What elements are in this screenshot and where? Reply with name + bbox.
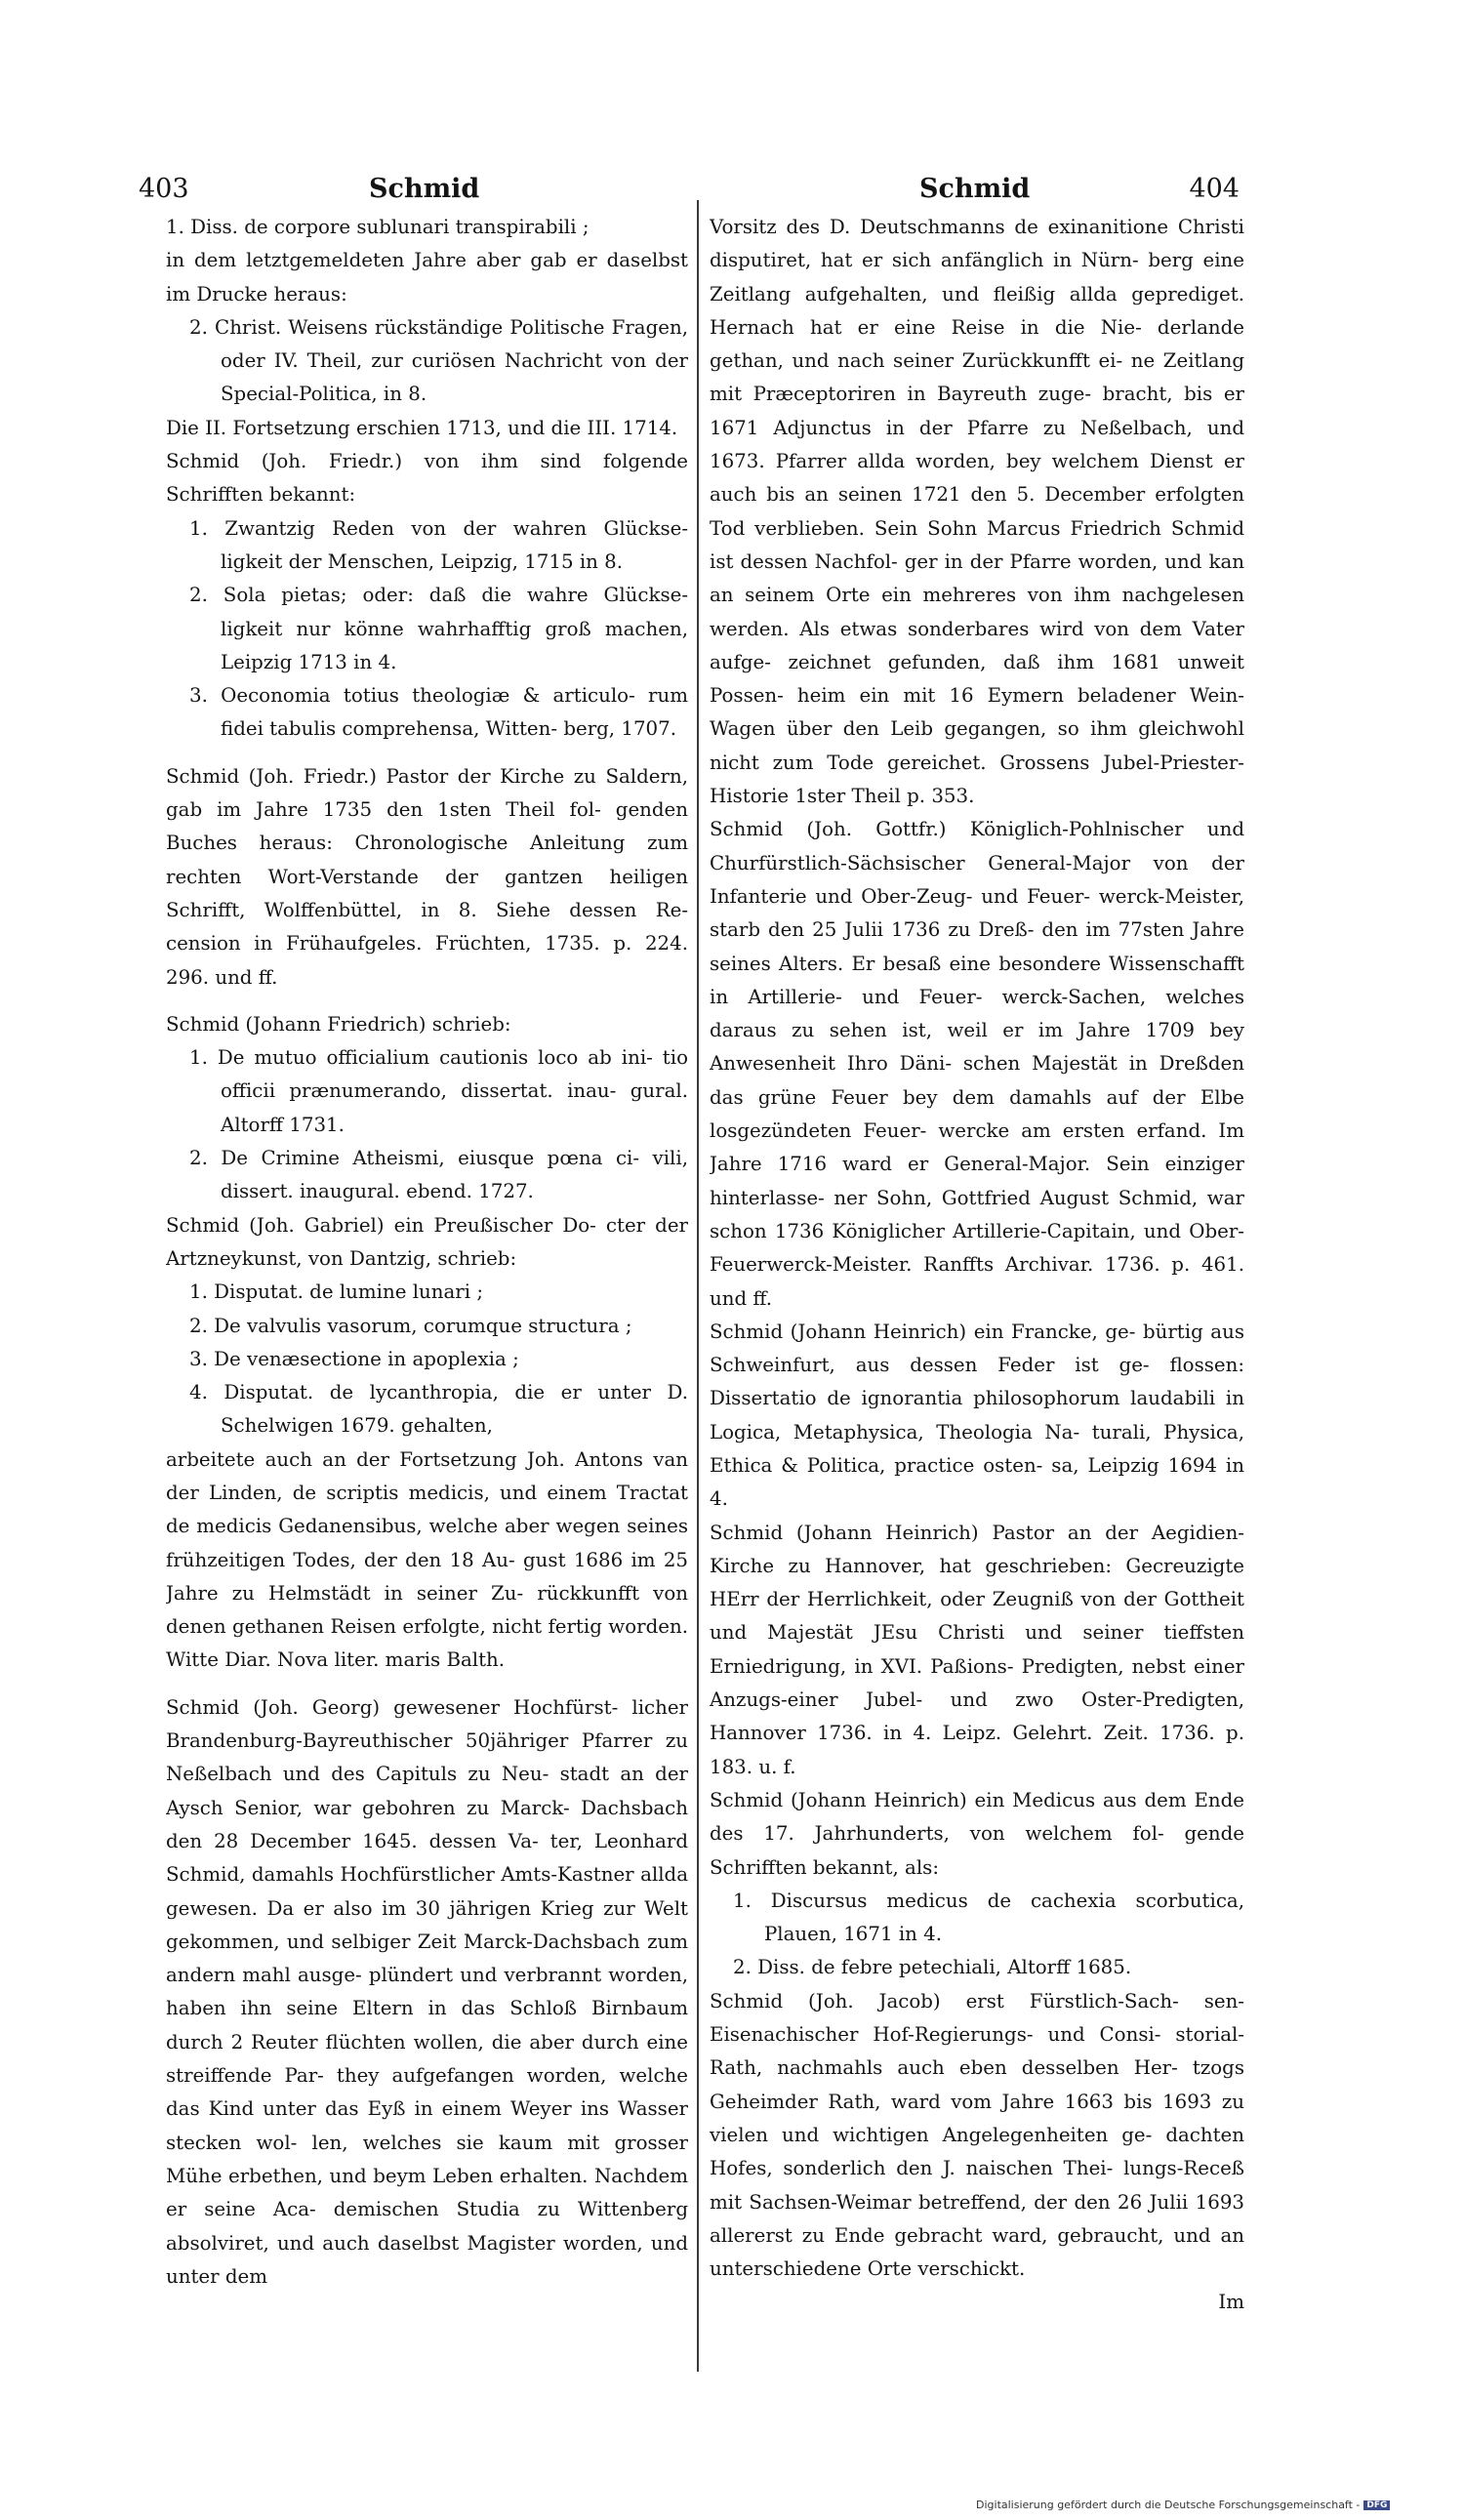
paragraph: arbeitete auch an der Fortsetzung Joh. Antons van der Linden, de scriptis medicis, und einem Tractat de medicis Gedanensibus, welche aber wegen seines frühzeitigen Todes, der den 18 Au- gust 1686 im 25 Jahre zu Helmstädt in seiner Zu- rückkunfft von denen gethanen Reisen erfolgte, nicht fertig worden. Witte Diar. Nova liter. maris Balth. <box>166 1447 688 1672</box>
entry-paragraph: Schmid (Joh. Jacob) erst Fürstlich-Sach- sen-Eisenachischer Hof-Regierungs- und Consi- storial-Rath, nachmahls auch eben desselben Her- tzogs Geheimder Rath, ward vom Jahre 1663 bis 1693 zu vielen und wichtigen Angelegenheiten ge- dachten Hofes, sonderlich den J. naischen Thei- lungs-Receß mit Sachsen-Weimar betreffend, der den 26 Julii 1693 allererst zu Ende gebracht ward, gebraucht, und an unterschiedene Orte verschickt. <box>710 1989 1244 2281</box>
credit-text: Digitalisierung gefördert durch die Deutsche Forschungsgemeinschaft - <box>976 2499 1361 2511</box>
page-number-left: 403 <box>139 174 189 204</box>
paragraph: Vorsitz des D. Deutschmanns de exinanitione Christi disputiret, hat er sich anfänglich in Nürn- berg eine Zeitlang aufgehalten, und fleißig allda geprediget. Hernach hat er eine Reise in die Nie- derlande gethan, und nach seiner Zurückkunfft ei- ne Zeitlang mit Præceptoriren in Bayreuth zuge- bracht, bis er 1671 Adjunctus in der Pfarre zu Neßelbach, und 1673. Pfarrer allda worden, bey welchem Dienst er auch bis an seinen 1721 den 5. December erfolgten Tod verblieben. Sein Sohn Marcus Friedrich Schmid ist dessen Nachfol- ger in der Pfarre worden, und kan an seinem Orte ein mehreres von ihm nachgelesen werden. Als etwas sonderbares wird von dem Vater aufge- zeichnet gefunden, daß ihm 1681 unweit Possen- heim ein mit 16 Eymern beladener Wein-Wagen über den Leib gegangen, so ihm gleichwohl nicht zum Tode gereichet. Grossens Jubel-Priester- Historie 1ster Theil p. 353. <box>710 216 1244 808</box>
list-item: 2. De Crimine Atheismi, eiusque pœna ci- vili, dissert. inaugural. ebend. 1727. <box>189 1147 688 1203</box>
dfg-logo: DFG <box>1363 2500 1390 2510</box>
list-item: 1. Discursus medicus de cachexia scorbutica, Plauen, 1671 in 4. <box>733 1889 1244 1946</box>
running-head-left: Schmid <box>369 174 480 204</box>
list-item: 3. De venæsectione in apoplexia ; <box>189 1347 519 1370</box>
running-head-right: Schmid <box>919 174 1031 204</box>
list-item: 4. Disputat. de lycanthropia, die er unter D. Schelwigen 1679. gehalten, <box>189 1381 688 1438</box>
page-header <box>139 174 1240 215</box>
entry-heading: Schmid (Joh. Friedr.) von ihm sind folgende Schrifften bekannt: <box>166 450 688 507</box>
paragraph: Die II. Fortsetzung erschien 1713, und die III. 1714. <box>166 416 678 439</box>
entry-paragraph: Schmid (Joh. Gottfr.) Königlich-Pohlnischer und Churfürstlich-Sächsischer General-Major von der Infanterie und Ober-Zeug- und Feuer- werck-Meister, starb den 25 Julii 1736 zu Dreß- den im 77sten Jahre seines Alters. Er besaß eine besondere Wissenschafft in Artillerie- und Feuer- werck-Sachen, welches daraus zu sehen ist, weil er im Jahre 1709 bey Anwesenheit Ihro Däni- schen Majestät in Dreßden das grüne Feuer bey dem damahls auf der Elbe losgezündeten Feuer- wercke am ersten erfand. Im Jahre 1716 ward er General-Major. Sein einziger hinterlasse- ner Sohn, Gottfried August Schmid, war schon 1736 Königlicher Artillerie-Capitain, und Ober-Feuerwerck-Meister. Ranffts Archivar. 1736. p. 461. und ff. <box>710 818 1244 1310</box>
page-number-right: 404 <box>1189 174 1240 204</box>
list-item: 2. Sola pietas; oder: daß die wahre Glückse- ligkeit nur könne wahrhafftig groß machen, Leipzig 1713 in 4. <box>189 584 688 673</box>
entry-heading: Schmid (Johann Friedrich) schrieb: <box>166 1012 511 1036</box>
list-item: 2. Diss. de febre petechiali, Altorff 1685. <box>733 1956 1132 1979</box>
list-item: 2. Christ. Weisens rückständige Politische Fragen, oder IV. Theil, zur curiösen Nachricht von der Special-Politica, in 8. <box>189 315 688 406</box>
list-item: 1. Diss. de corpore sublunari transpirabili ; <box>166 216 590 238</box>
right-column <box>710 211 1244 2368</box>
list-item: 1. Disputat. de lumine lunari ; <box>189 1280 484 1304</box>
entry-paragraph: Schmid (Joh. Georg) gewesener Hochfürst- licher Brandenburg-Bayreuthischer 50jähriger Pfarrer zu Neßelbach und des Capituls zu Neu- stadt an der Aysch Senior, war gebohren zu Marck- Dachsbach den 28 December 1645. dessen Va- ter, Leonhard Schmid, damahls Hochfürstlicher Amts-Kastner allda gewesen. Da er also im 30 jährigen Krieg zur Welt gekommen, und selbiger Zeit Marck-Dachsbach zum andern mahl ausge- plündert und verbrannt worden, haben ihn seine Eltern in das Schloß Birnbaum durch 2 Reuter flüchten wollen, die aber durch eine streiffende Par- they aufgefangen worden, welche das Kind unter das Eyß in einem Weyer ins Wasser stecken wol- len, welches sie kaum mit grosser Mühe erbethen, und beym Leben erhalten. Nachdem er seine Aca- demischen Studia zu Wittenberg absolviret, und auch daselbst Magister worden, und unter dem <box>166 1695 688 2288</box>
left-column <box>166 211 688 2368</box>
column-divider <box>697 200 699 2372</box>
digitization-credit <box>976 2499 1390 2511</box>
entry-heading: Schmid (Joh. Gabriel) ein Preußischer Do- cter der Artzneykunst, von Dantzig, schrieb: <box>166 1213 688 1270</box>
entry-paragraph: Schmid (Johann Heinrich) ein Francke, ge- bürtig aus Schweinfurt, aus dessen Feder ist ge- flossen: Dissertatio de ignorantia philosophorum laudabili in Logica, Metaphysica, Theologia Na- turali, Physica, Ethica & Politica, practice osten- sa, Leipzig 1694 in 4. <box>710 1320 1244 1511</box>
entry-paragraph: Schmid (Joh. Friedr.) Pastor der Kirche zu Saldern, gab im Jahre 1735 den 1sten Theil fol- genden Buches heraus: Chronologische Anleitung zum rechten Wort-Verstande der gantzen heiligen Schrifft, Wolffenbüttel, in 8. Siehe dessen Re- cension in Frühaufgeles. Früchten, 1735. p. 224. 296. und ff. <box>166 764 688 989</box>
list-item: 3. Oeconomia totius theologiæ & articulo- rum fidei tabulis comprehensa, Witten- berg, 1707. <box>189 684 688 741</box>
entry-paragraph: Schmid (Johann Heinrich) Pastor an der Aegidien-Kirche zu Hannover, hat geschrieben: Gecreuzigte HErr der Herrlichkeit, oder Zeugniß von der Gottheit und Majestät JEsu Christi und seiner tieffsten Erniedrigung, in XVI. Paßions- Predigten, nebst einer Anzugs-einer Jubel- und zwo Oster-Predigten, Hannover 1736. in 4. Leipz. Gelehrt. Zeit. 1736. p. 183. u. f. <box>710 1521 1244 1778</box>
entry-heading: Schmid (Johann Heinrich) ein Medicus aus dem Ende des 17. Jahrhunderts, von welchem fol- gende Schrifften bekannt, als: <box>710 1788 1244 1879</box>
list-item: 1. De mutuo officialium cautionis loco ab ini- tio officii prænumerando, dissertat. inau- gural. Altorff 1731. <box>189 1046 688 1136</box>
list-item: 1. Zwantzig Reden von der wahren Glückse- ligkeit der Menschen, Leipzig, 1715 in 8. <box>189 516 688 573</box>
paragraph: in dem letztgemeldeten Jahre aber gab er daselbst im Drucke heraus: <box>166 249 688 305</box>
catchword: Im <box>1218 2291 1244 2314</box>
list-item: 2. De valvulis vasorum, corumque structura ; <box>189 1314 632 1337</box>
